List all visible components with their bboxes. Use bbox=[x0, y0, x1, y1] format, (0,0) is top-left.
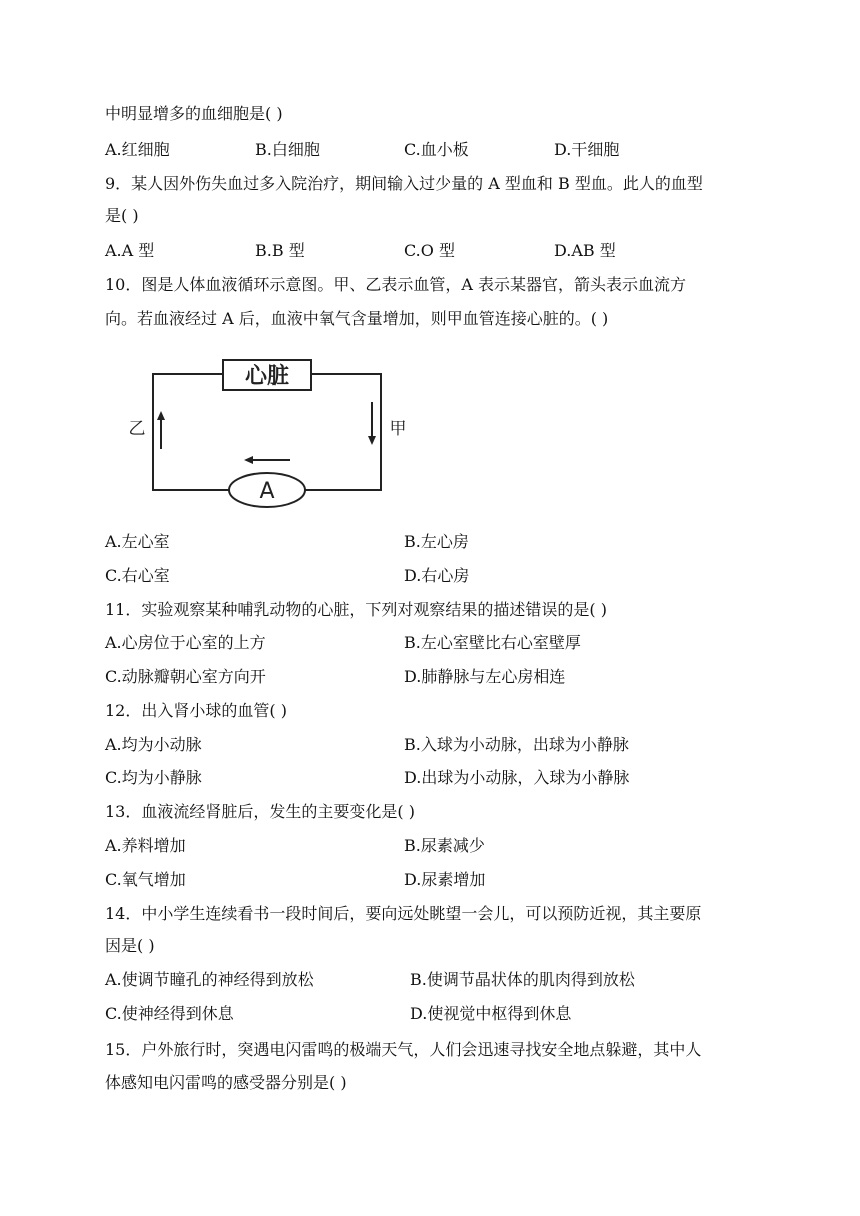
q14-option-a: A.使调节瞳孔的神经得到放松 bbox=[105, 970, 314, 989]
q14-stem-line2: 因是( ) bbox=[105, 936, 155, 955]
q13-option-b: B.尿素减少 bbox=[404, 836, 485, 855]
q8-option-c: C.血小板 bbox=[404, 140, 469, 159]
q13-option-d: D.尿素增加 bbox=[404, 870, 486, 889]
q9-option-d: D.AB 型 bbox=[554, 241, 616, 260]
q14-option-c: C.使神经得到休息 bbox=[105, 1004, 234, 1023]
q9-stem-line2: 是( ) bbox=[105, 206, 139, 225]
q10-option-a: A.左心室 bbox=[105, 532, 170, 551]
q14-stem-line1: 14．中小学生连续看书一段时间后，要向远处眺望一会儿，可以预防近视，其主要原 bbox=[105, 904, 702, 923]
q11-option-a: A.心房位于心室的上方 bbox=[105, 633, 266, 652]
vessel-jia-label: 甲 bbox=[389, 419, 407, 439]
q15-stem-line1: 15．户外旅行时，突遇电闪雷鸣的极端天气，人们会迅速寻找安全地点躲避，其中人 bbox=[105, 1040, 702, 1059]
q9-option-a: A.A 型 bbox=[105, 241, 155, 260]
q10-stem-line1: 10．图是人体血液循环示意图。甲、乙表示血管，A 表示某器官，箭头表示血流方 bbox=[105, 275, 687, 294]
vessel-yi-label: 乙 bbox=[128, 419, 146, 439]
q10-stem-line2: 向。若血液经过 A 后，血液中氧气含量增加，则甲血管连接心脏的。( ) bbox=[105, 309, 609, 328]
q12-option-c: C.均为小静脉 bbox=[105, 768, 202, 787]
left-flow-arrow bbox=[157, 411, 165, 449]
q9-option-c: C.O 型 bbox=[404, 241, 455, 260]
q13-stem: 13．血液流经肾脏后，发生的主要变化是( ) bbox=[105, 802, 415, 821]
q15-stem-line2: 体感知电闪雷鸣的感受器分别是( ) bbox=[105, 1073, 347, 1092]
right-flow-arrow bbox=[368, 402, 376, 445]
q11-stem: 11．实验观察某种哺乳动物的心脏，下列对观察结果的描述错误的是( ) bbox=[105, 600, 607, 619]
q12-stem: 12．出入肾小球的血管( ) bbox=[105, 701, 287, 720]
q13-option-a: A.养料增加 bbox=[105, 836, 186, 855]
q8-option-a: A.红细胞 bbox=[105, 140, 170, 159]
q12-option-a: A.均为小动脉 bbox=[105, 735, 202, 754]
q11-option-b: B.左心室壁比右心室壁厚 bbox=[404, 633, 581, 652]
q10-option-b: B.左心房 bbox=[404, 532, 469, 551]
q10-option-c: C.右心室 bbox=[105, 566, 170, 585]
bottom-flow-arrow bbox=[244, 456, 290, 464]
q11-option-d: D.肺静脉与左心房相连 bbox=[404, 667, 566, 686]
organ-a-label: A bbox=[259, 479, 275, 504]
circulation-diagram bbox=[120, 352, 420, 522]
q9-stem-line1: 9．某人因外伤失血过多入院治疗，期间输入过少量的 A 型血和 B 型血。此人的血型 bbox=[105, 174, 703, 193]
q9-option-b: B.B 型 bbox=[255, 241, 305, 260]
q8-stem-tail: 中明显增多的血细胞是( ) bbox=[105, 104, 283, 123]
q8-option-b: B.白细胞 bbox=[255, 140, 320, 159]
q11-option-c: C.动脉瓣朝心室方向开 bbox=[105, 667, 266, 686]
q13-option-c: C.氧气增加 bbox=[105, 870, 186, 889]
q8-option-d: D.干细胞 bbox=[554, 140, 620, 159]
q14-option-d: D.使视觉中枢得到休息 bbox=[410, 1004, 572, 1023]
q14-option-b: B.使调节晶状体的肌肉得到放松 bbox=[410, 970, 635, 989]
q10-option-d: D.右心房 bbox=[404, 566, 470, 585]
q12-option-d: D.出球为小动脉，入球为小静脉 bbox=[404, 768, 630, 787]
heart-label: 心脏 bbox=[244, 364, 290, 389]
q12-option-b: B.入球为小动脉，出球为小静脉 bbox=[404, 735, 629, 754]
